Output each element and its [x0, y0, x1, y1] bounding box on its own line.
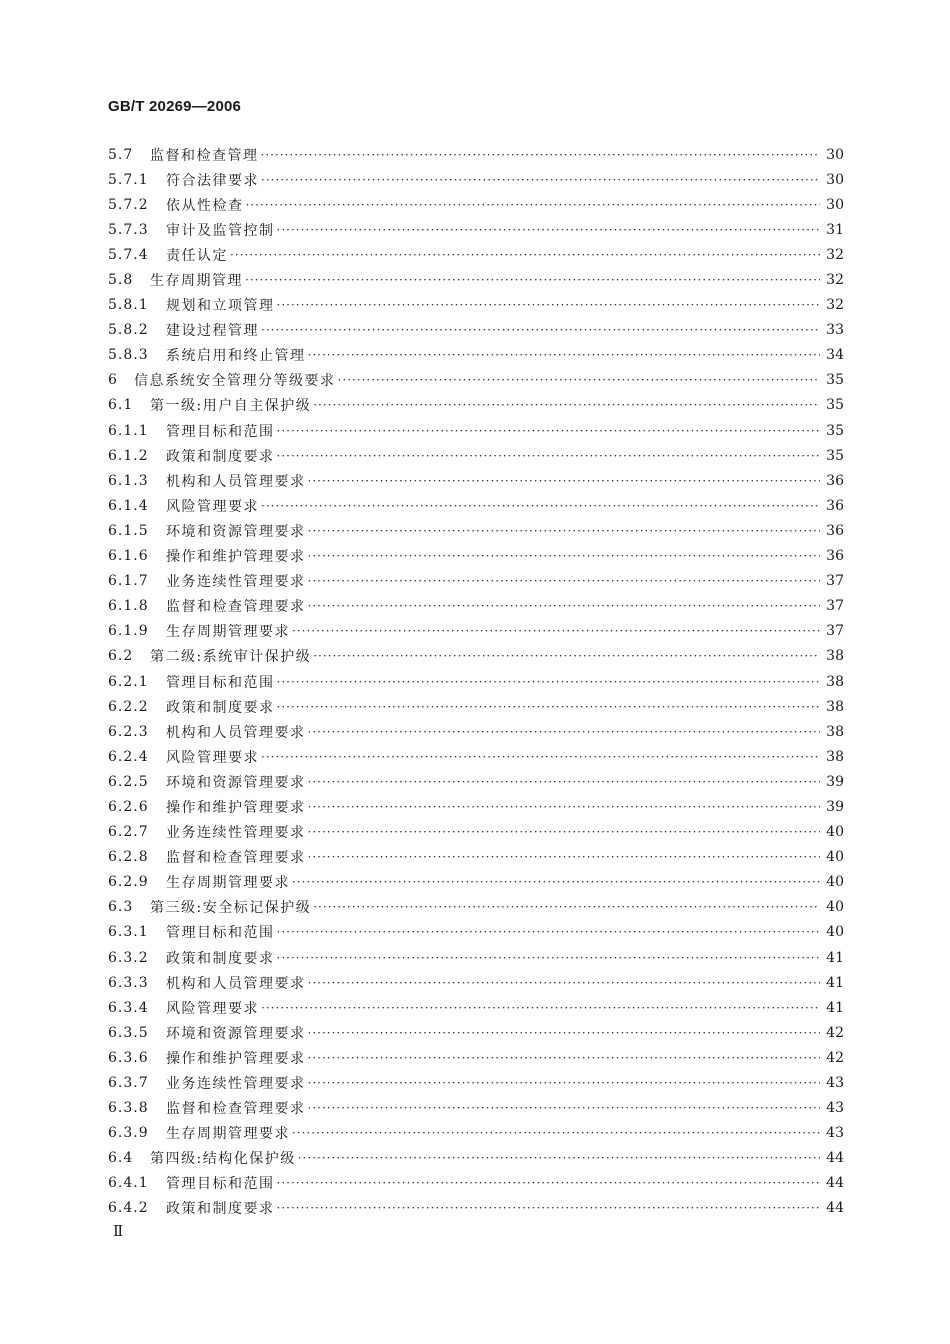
toc-entry-page: 40: [826, 824, 844, 841]
toc-entry-page: 30: [826, 171, 844, 188]
toc-entry-number: 6.4.1: [108, 1175, 149, 1192]
toc-entry[interactable]: [108, 1045, 844, 1070]
toc-entry[interactable]: [108, 669, 844, 694]
toc-entry-page: 43: [826, 1100, 844, 1117]
toc-entry-number: 5.7: [108, 146, 134, 163]
toc-entry-page: 33: [826, 322, 844, 339]
toc-entry-number: 6.1: [108, 397, 134, 414]
toc-entry-title: 机构和人员管理要求: [166, 975, 306, 992]
toc-entry-title: 生存周期管理要求: [166, 624, 290, 641]
toc-dot-leader: [308, 1076, 821, 1090]
toc-entry-number: 6.1.9: [108, 623, 149, 640]
toc-entry-title: 环境和资源管理要求: [166, 774, 306, 791]
toc-entry[interactable]: [108, 970, 844, 995]
toc-entry[interactable]: [108, 293, 844, 318]
toc-dot-leader: [261, 499, 820, 513]
toc-entry-title: 风险管理要求: [166, 498, 259, 515]
toc-entry-title: 建设过程管理: [166, 323, 259, 340]
toc-entry-page: 36: [826, 548, 844, 565]
toc-entry-number: 6.3.6: [108, 1049, 149, 1066]
toc-entry-number: 6.3.5: [108, 1024, 149, 1041]
toc-entry-page: 44: [826, 1200, 844, 1217]
toc-entry[interactable]: [108, 217, 844, 242]
toc-entry-title: 监督和检查管理要求: [166, 1101, 306, 1118]
toc-entry-title: 业务连续性管理要求: [166, 574, 306, 591]
toc-entry-number: 6.2.7: [108, 824, 149, 841]
toc-entry-page: 41: [826, 974, 844, 991]
toc-entry-number: 6.2.3: [108, 723, 149, 740]
toc-dot-leader: [308, 1051, 821, 1065]
toc-entry[interactable]: [108, 644, 844, 669]
toc-entry-number: 6.2.1: [108, 673, 149, 690]
toc-dot-leader: [308, 775, 821, 789]
toc-entry-page: 39: [826, 798, 844, 815]
toc-entry-number: 6.1.4: [108, 497, 149, 514]
toc-dot-leader: [292, 1126, 820, 1140]
toc-entry-number: 6.3.3: [108, 974, 149, 991]
toc-entry-title: 依从性检查: [166, 197, 244, 214]
toc-dot-leader: [277, 925, 821, 939]
toc-entry-title: 第三级:安全标记保护级: [150, 900, 312, 917]
toc-entry[interactable]: [108, 744, 844, 769]
toc-dot-leader: [277, 675, 821, 689]
toc-dot-leader: [308, 574, 821, 588]
toc-entry-page: 36: [826, 522, 844, 539]
toc-entry[interactable]: [108, 719, 844, 744]
toc-entry[interactable]: [108, 544, 844, 569]
toc-entry-title: 监督和检查管理要求: [166, 850, 306, 867]
toc-entry-page: 43: [826, 1125, 844, 1142]
toc-dot-leader: [230, 248, 820, 262]
toc-entry-page: 40: [826, 924, 844, 941]
toc-entry-page: 44: [826, 1175, 844, 1192]
toc-entry[interactable]: [108, 443, 844, 468]
toc-dot-leader: [298, 1151, 820, 1165]
toc-entry-page: 44: [826, 1150, 844, 1167]
toc-entry[interactable]: [108, 895, 844, 920]
toc-entry-page: 38: [826, 673, 844, 690]
toc-entry[interactable]: [108, 418, 844, 443]
toc-entry-number: 6.1.5: [108, 522, 149, 539]
toc-entry[interactable]: [108, 569, 844, 594]
toc-entry[interactable]: [108, 1196, 844, 1221]
toc-entry-title: 信息系统安全管理分等级要求: [134, 373, 336, 390]
toc-entry-number: 6.4.2: [108, 1200, 149, 1217]
toc-entry-title: 第四级:结构化保护级: [150, 1151, 296, 1168]
toc-entry-number: 6.3: [108, 899, 134, 916]
toc-entry-number: 6.3.2: [108, 949, 149, 966]
toc-dot-leader: [292, 875, 820, 889]
toc-dot-leader: [261, 750, 820, 764]
toc-dot-leader: [308, 474, 821, 488]
toc-entry-page: 30: [826, 146, 844, 163]
toc-entry[interactable]: [108, 368, 844, 393]
toc-entry-number: 6.1.8: [108, 598, 149, 615]
toc-entry[interactable]: [108, 769, 844, 794]
toc-entry[interactable]: [108, 945, 844, 970]
toc-dot-leader: [308, 850, 821, 864]
toc-entry-number: 6.1.7: [108, 573, 149, 590]
toc-entry-page: 40: [826, 899, 844, 916]
toc-entry-page: 38: [826, 698, 844, 715]
toc-entry-number: 6.2.9: [108, 874, 149, 891]
toc-entry-number: 6.1.3: [108, 472, 149, 489]
toc-dot-leader: [313, 649, 820, 663]
toc-entry-page: 34: [826, 347, 844, 364]
toc-entry[interactable]: [108, 1121, 844, 1146]
toc-entry-page: 37: [826, 573, 844, 590]
toc-entry[interactable]: [108, 794, 844, 819]
toc-dot-leader: [308, 599, 821, 613]
toc-entry-number: 6.1.2: [108, 447, 149, 464]
toc-entry-title: 符合法律要求: [166, 172, 259, 189]
table-of-contents: [108, 142, 844, 1221]
toc-entry-title: 操作和维护管理要求: [166, 1050, 306, 1067]
toc-dot-leader: [308, 1026, 821, 1040]
toc-dot-leader: [277, 1201, 821, 1215]
toc-entry-title: 风险管理要求: [166, 1000, 259, 1017]
toc-entry[interactable]: [108, 920, 844, 945]
toc-entry-title: 生存周期管理要求: [166, 1126, 290, 1143]
toc-entry-number: 5.7.1: [108, 171, 149, 188]
toc-entry-page: 37: [826, 598, 844, 615]
toc-entry[interactable]: [108, 142, 844, 167]
toc-dot-leader: [308, 976, 821, 990]
toc-entry[interactable]: [108, 870, 844, 895]
toc-entry-title: 责任认定: [166, 247, 228, 264]
toc-entry-title: 政策和制度要求: [166, 950, 275, 967]
toc-entry-number: 5.8.2: [108, 322, 149, 339]
toc-entry-number: 6.3.8: [108, 1100, 149, 1117]
toc-entry-number: 5.8.3: [108, 347, 149, 364]
page-number: Ⅱ: [113, 1222, 124, 1240]
toc-dot-leader: [277, 298, 821, 312]
toc-entry[interactable]: [108, 192, 844, 217]
toc-entry-page: 39: [826, 773, 844, 790]
toc-entry-page: 38: [826, 748, 844, 765]
toc-entry-title: 生存周期管理要求: [166, 875, 290, 892]
toc-dot-leader: [277, 449, 821, 463]
toc-entry[interactable]: [108, 1096, 844, 1121]
toc-entry[interactable]: [108, 1070, 844, 1095]
toc-entry-number: 6.2.5: [108, 773, 149, 790]
toc-entry-number: 5.7.3: [108, 221, 149, 238]
toc-entry[interactable]: [108, 267, 844, 292]
toc-entry[interactable]: [108, 167, 844, 192]
toc-dot-leader: [245, 273, 820, 287]
toc-entry-title: 操作和维护管理要求: [166, 799, 306, 816]
toc-dot-leader: [308, 825, 821, 839]
toc-entry-number: 6: [108, 372, 118, 389]
toc-entry-number: 6.2.2: [108, 698, 149, 715]
toc-entry-title: 监督和检查管理: [150, 147, 259, 164]
toc-entry-number: 5.8: [108, 272, 134, 289]
toc-entry[interactable]: [108, 1020, 844, 1045]
toc-entry-title: 管理目标和范围: [166, 423, 275, 440]
toc-entry-number: 6.2: [108, 648, 134, 665]
toc-entry[interactable]: [108, 694, 844, 719]
toc-dot-leader: [277, 424, 821, 438]
toc-entry-page: 42: [826, 1049, 844, 1066]
toc-dot-leader: [277, 951, 821, 965]
toc-entry-title: 机构和人员管理要求: [166, 473, 306, 490]
toc-entry-number: 6.3.9: [108, 1125, 149, 1142]
toc-dot-leader: [308, 524, 821, 538]
toc-entry-title: 机构和人员管理要求: [166, 724, 306, 741]
toc-entry-title: 政策和制度要求: [166, 1201, 275, 1218]
toc-entry[interactable]: [108, 393, 844, 418]
toc-entry[interactable]: [108, 242, 844, 267]
toc-entry-page: 36: [826, 472, 844, 489]
toc-entry-page: 31: [826, 221, 844, 238]
toc-entry[interactable]: [108, 619, 844, 644]
toc-entry-title: 审计及监管控制: [166, 222, 275, 239]
toc-entry-page: 35: [826, 372, 844, 389]
toc-entry-number: 5.7.4: [108, 246, 149, 263]
toc-entry[interactable]: [108, 468, 844, 493]
toc-dot-leader: [308, 1101, 821, 1115]
toc-entry-page: 38: [826, 648, 844, 665]
toc-entry-page: 42: [826, 1024, 844, 1041]
toc-entry-title: 管理目标和范围: [166, 1176, 275, 1193]
toc-entry-page: 32: [826, 246, 844, 263]
toc-entry-title: 第二级:系统审计保护级: [150, 649, 312, 666]
toc-dot-leader: [308, 549, 821, 563]
toc-dot-leader: [261, 1001, 820, 1015]
document-code: GB/T 20269—2006: [108, 98, 242, 115]
toc-entry-title: 生存周期管理: [150, 273, 243, 290]
toc-entry-page: 37: [826, 623, 844, 640]
toc-dot-leader: [338, 373, 821, 387]
toc-entry-number: 6.3.4: [108, 999, 149, 1016]
toc-entry[interactable]: [108, 1146, 844, 1171]
toc-entry-title: 管理目标和范围: [166, 925, 275, 942]
toc-entry-title: 操作和维护管理要求: [166, 549, 306, 566]
toc-entry-page: 35: [826, 422, 844, 439]
toc-entry-title: 政策和制度要求: [166, 699, 275, 716]
toc-entry[interactable]: [108, 518, 844, 543]
toc-dot-leader: [308, 725, 821, 739]
toc-entry-title: 业务连续性管理要求: [166, 825, 306, 842]
toc-dot-leader: [313, 900, 820, 914]
toc-entry[interactable]: [108, 845, 844, 870]
toc-entry-page: 38: [826, 723, 844, 740]
toc-dot-leader: [277, 1176, 821, 1190]
toc-entry-title: 政策和制度要求: [166, 448, 275, 465]
toc-entry-number: 5.8.1: [108, 297, 149, 314]
toc-entry-number: 6.1.1: [108, 422, 149, 439]
toc-dot-leader: [292, 624, 820, 638]
toc-entry-number: 6.2.4: [108, 748, 149, 765]
toc-entry-page: 40: [826, 849, 844, 866]
toc-dot-leader: [261, 173, 820, 187]
toc-entry-number: 6.1.6: [108, 548, 149, 565]
toc-dot-leader: [313, 398, 820, 412]
toc-entry-page: 43: [826, 1075, 844, 1092]
toc-entry[interactable]: [108, 493, 844, 518]
toc-entry[interactable]: [108, 343, 844, 368]
toc-dot-leader: [261, 148, 821, 162]
toc-dot-leader: [277, 700, 821, 714]
toc-entry-title: 规划和立项管理: [166, 298, 275, 315]
toc-entry[interactable]: [108, 1171, 844, 1196]
toc-entry-page: 41: [826, 949, 844, 966]
toc-entry-number: 5.7.2: [108, 196, 149, 213]
toc-entry-number: 6.3.1: [108, 924, 149, 941]
toc-entry-number: 6.4: [108, 1150, 134, 1167]
toc-entry-title: 业务连续性管理要求: [166, 1076, 306, 1093]
toc-entry-title: 监督和检查管理要求: [166, 599, 306, 616]
toc-entry-page: 36: [826, 497, 844, 514]
toc-entry[interactable]: [108, 820, 844, 845]
toc-entry-page: 35: [826, 447, 844, 464]
toc-entry-page: 41: [826, 999, 844, 1016]
toc-dot-leader: [261, 323, 820, 337]
toc-entry-title: 环境和资源管理要求: [166, 1025, 306, 1042]
toc-entry-title: 管理目标和范围: [166, 674, 275, 691]
toc-entry-page: 32: [826, 272, 844, 289]
toc-entry-title: 系统启用和终止管理: [166, 348, 306, 365]
toc-entry-page: 32: [826, 297, 844, 314]
toc-entry-page: 30: [826, 196, 844, 213]
toc-entry-number: 6.2.8: [108, 849, 149, 866]
toc-dot-leader: [308, 348, 821, 362]
toc-entry-title: 第一级:用户自主保护级: [150, 398, 312, 415]
toc-entry[interactable]: [108, 318, 844, 343]
toc-entry-title: 风险管理要求: [166, 749, 259, 766]
toc-dot-leader: [246, 198, 821, 212]
toc-entry-number: 6.2.6: [108, 798, 149, 815]
toc-dot-leader: [277, 223, 821, 237]
toc-entry-title: 环境和资源管理要求: [166, 523, 306, 540]
toc-entry[interactable]: [108, 995, 844, 1020]
toc-entry-number: 6.3.7: [108, 1075, 149, 1092]
toc-dot-leader: [308, 800, 821, 814]
toc-entry[interactable]: [108, 594, 844, 619]
toc-entry-page: 40: [826, 874, 844, 891]
toc-entry-page: 35: [826, 397, 844, 414]
